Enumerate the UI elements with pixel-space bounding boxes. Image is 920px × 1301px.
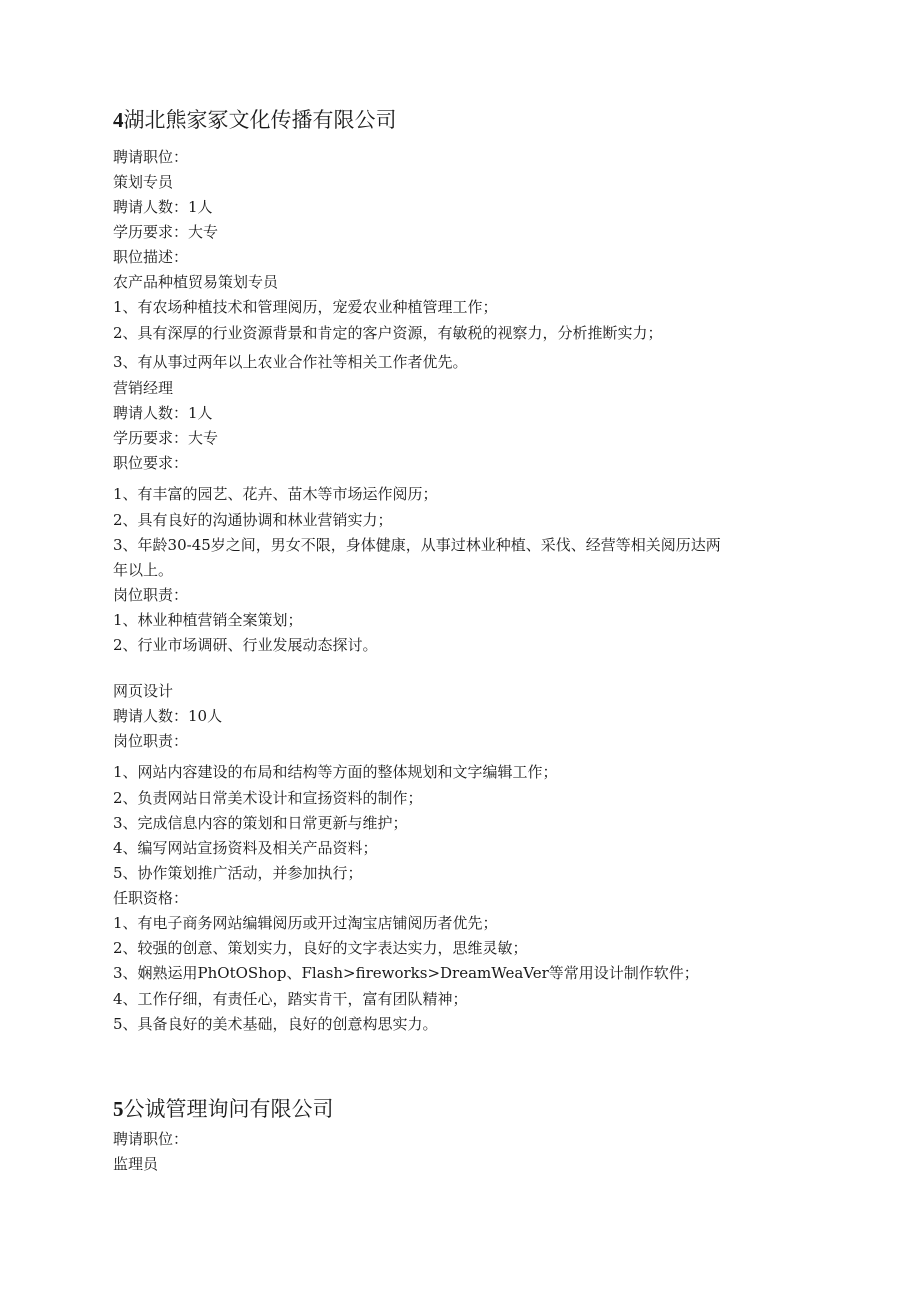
body-line: 职位要求： [113, 454, 189, 472]
section-5-heading [113, 1095, 334, 1123]
body-line: 4、工作仔细，有责任心，踏实肯干，富有团队精神； [113, 990, 468, 1008]
body-line: 4、编写网站宣扬资料及相关产品资料； [113, 839, 378, 857]
body-line: 岗位职责： [113, 586, 189, 604]
body-line: 岗位职责： [113, 732, 189, 750]
body-line: 3、娴熟运用PhOtOShop、Flash>fireworks>DreamWeaVer等常用设计制作软件； [113, 964, 699, 982]
body-line: 5、协作策划推广活动，并参加执行； [113, 864, 363, 882]
body-line: 1、有丰富的园艺、花卉、苗木等市场运作阅历； [113, 485, 438, 503]
body-line: 聘请职位： [113, 148, 189, 166]
body-line: 聘请人数：1人 [113, 198, 213, 216]
section-4-company: 湖北熊家冢文化传播有限公司 [123, 108, 397, 132]
body-line: 任职资格： [113, 889, 189, 907]
body-line: 年以上。 [113, 561, 174, 579]
body-line: 学历要求：大专 [113, 429, 219, 447]
body-line: 职位描述： [113, 248, 189, 266]
body-line: 监理员 [113, 1155, 159, 1173]
section-5-number: 5 [113, 1097, 124, 1121]
body-line: 聘请职位： [113, 1130, 189, 1148]
body-line: 网页设计 [113, 682, 174, 700]
body-line: 农产品种植贸易策划专员 [113, 273, 279, 291]
body-line: 1、林业种植营销全案策划； [113, 611, 303, 629]
body-line: 1、有电子商务网站编辑阅历或开过淘宝店铺阅历者优先； [113, 914, 498, 932]
body-line: 2、负责网站日常美术设计和宣扬资料的制作； [113, 789, 423, 807]
body-line: 聘请人数：10人 [113, 707, 223, 725]
section-4-heading [113, 106, 397, 134]
body-line: 策划专员 [113, 173, 174, 191]
body-line: 学历要求：大专 [113, 223, 219, 241]
body-line: 3、完成信息内容的策划和日常更新与维护； [113, 814, 408, 832]
body-line: 5、具备良好的美术基础，良好的创意构思实力。 [113, 1015, 438, 1033]
body-line: 1、有农场种植技术和管理阅历，宠爱农业种植管理工作； [113, 298, 498, 316]
body-line: 3、有从事过两年以上农业合作社等相关工作者优先。 [113, 353, 468, 371]
body-line: 2、较强的创意、策划实力，良好的文字表达实力，思维灵敏； [113, 939, 528, 957]
body-line: 3、年龄30-45岁之间，男女不限，身体健康，从事过林业种植、采伐、经营等相关阅历达两 [113, 536, 721, 554]
body-line: 1、网站内容建设的布局和结构等方面的整体规划和文字编辑工作； [113, 763, 558, 781]
body-line: 2、行业市场调研、行业发展动态探讨。 [113, 636, 378, 654]
body-line: 聘请人数：1人 [113, 404, 213, 422]
section-5-company: 公诚管理询问有限公司 [123, 1097, 334, 1121]
section-4-number: 4 [113, 108, 124, 132]
body-line: 2、具有良好的沟通协调和林业营销实力； [113, 511, 393, 529]
body-line: 营销经理 [113, 379, 174, 397]
body-line: 2、具有深厚的行业资源背景和肯定的客户资源，有敏税的视察力，分析推断实力； [113, 324, 663, 342]
